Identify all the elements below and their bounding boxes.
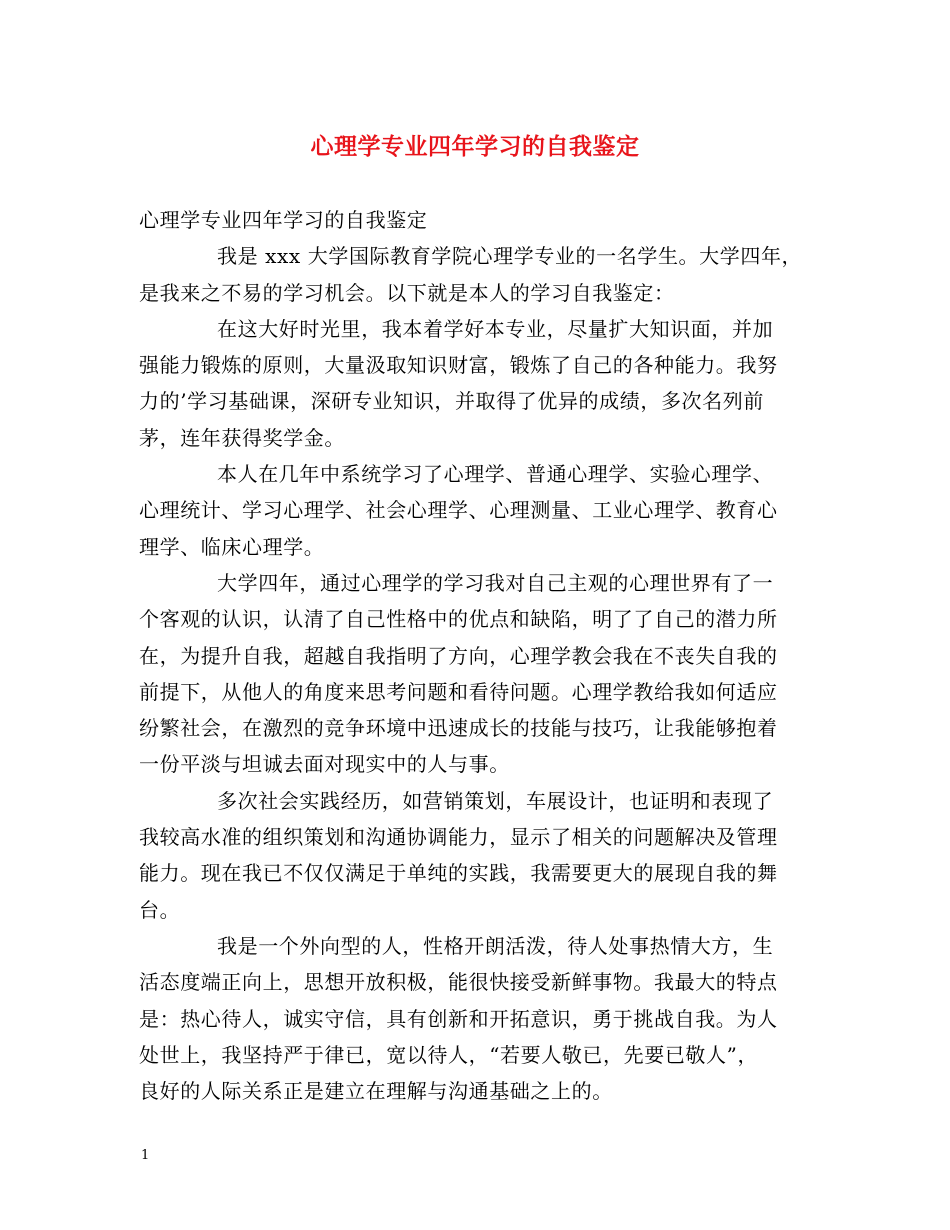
document-body xyxy=(139,202,815,1109)
paragraph-personality: 我是一个外向型的人，性格开朗活泼，待人处事热情大方，生 活态度端正向上，思想开放积极，能很快接受新鲜事物。我最大的特点 是：热心待人，诚实守信，具有创新和开拓意识，勇于挑战自我。为人 处世上，我坚持严于律已，宽以待人，“若要人敬已，先要已敬人”， 良好的人际关系正是建立在理解与沟通基础之上的。 xyxy=(139,933,778,1104)
paragraph-intro: 我是 xxx 大学国际教育学院心理学专业的一名学生。大学四年， 是我来之不易的学习机会。以下就是本人的学习自我鉴定： xyxy=(139,244,803,305)
paragraph-study: 在这大好时光里，我本着学好本专业，尽量扩大知识面，并加 强能力锻炼的原则，大量汲取知识财富，锻炼了自己的各种能力。我努 力的’学习基础课，深研专业知识，并取得了优异的成绩，多次名列前 茅，连年获得奖学金。 xyxy=(139,316,778,450)
page-number: 1 xyxy=(141,1148,150,1163)
paragraph-growth: 大学四年，通过心理学的学习我对自己主观的心理世界有了一 个客观的认识，认清了自己性格中的优点和缺陷，明了了自己的潜力所 在，为提升自我，超越自我指明了方向，心理学教会我在不丧失自我的 前提下，从他人的角度来思考问题和看待问题。心理学教给我如何适应 纷繁社会，在激烈的竞争环境中迅速成长的技能与技巧，让我能够抱着 一份平淡与坦诚去面对现实中的人与事。 xyxy=(139,570,778,777)
document-title: 心理学专业四年学习的自我鉴定 xyxy=(310,133,640,160)
document-subtitle: 心理学专业四年学习的自我鉴定 xyxy=(139,208,428,232)
paragraph-courses: 本人在几年中系统学习了心理学、普通心理学、实验心理学、 心理统计、学习心理学、社会心理学、心理测量、工业心理学、教育心 理学、临床心理学。 xyxy=(139,462,778,559)
paragraph-practice: 多次社会实践经历，如营销策划，车展设计，也证明和表现了 我较高水准的组织策划和沟通协调能力，显示了相关的问题解决及管理 能力。现在我已不仅仅满足于单纯的实践，我需要更大的展现自我的舞 台。 xyxy=(139,788,778,922)
